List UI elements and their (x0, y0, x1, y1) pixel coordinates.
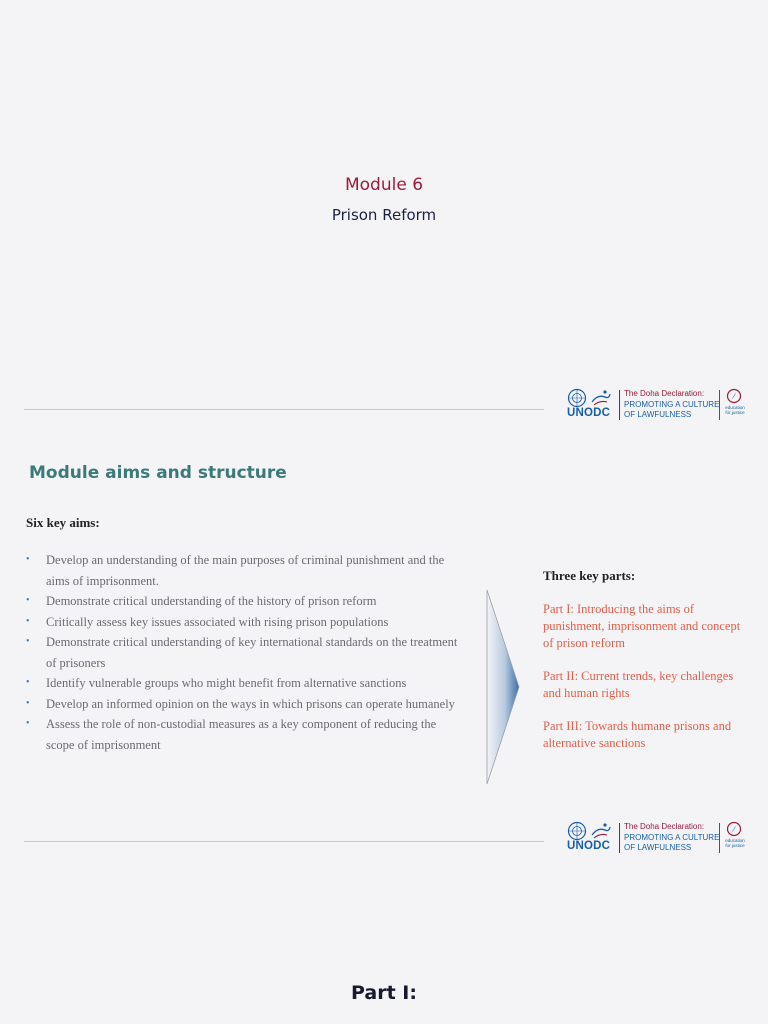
unodc-logo-text: UNODC (567, 407, 611, 419)
un-emblem-icon (567, 821, 587, 841)
module-title: Module 6 (344, 175, 424, 195)
compass-icon (726, 388, 742, 404)
compass-icon (726, 821, 742, 837)
bullet-icon: • (26, 615, 30, 627)
module-subtitle: Prison Reform (331, 206, 437, 224)
promoting-culture-text: PROMOTING A CULTURE OF LAWFULNESS (624, 400, 720, 419)
bullet-icon: • (26, 718, 30, 729)
promoting-culture-text: PROMOTING A CULTURE OF LAWFULNESS (624, 833, 720, 852)
brand-footer (566, 821, 748, 855)
brand-footer (566, 388, 748, 422)
list-item: • Critically assess key issues associated with rising prison populations (25, 612, 465, 633)
education-for-justice-text: education for justice (725, 838, 745, 848)
scales-hand-icon (590, 388, 612, 408)
list-item: • Assess the role of non-custodial measures as a key component of reducing the scope of imprisonment (25, 714, 465, 755)
list-item: • Identify vulnerable groups who might benefit from alternative sanctions (25, 673, 465, 694)
divider (24, 409, 544, 410)
part-item: Part I: Introducing the aims of punishment, imprisonment and concept of prison reform (543, 602, 741, 650)
unodc-logo-text: UNODC (567, 840, 611, 852)
bullet-icon: • (26, 595, 30, 606)
bullet-icon: • (26, 636, 30, 647)
divider (24, 841, 544, 842)
aims-list (25, 550, 465, 755)
chevron-arrow-icon (486, 589, 520, 785)
brand-separator (619, 390, 620, 420)
list-item: • Develop an informed opinion on the ways in which prisons can operate humanely (25, 694, 465, 715)
brand-separator (719, 823, 720, 853)
brand-separator (619, 823, 620, 853)
list-item: • Develop an understanding of the main purposes of criminal punishment and the aims of imprisonment. (25, 550, 465, 591)
parts-label: Three key parts: (543, 568, 636, 583)
part-title: Part I: (351, 982, 417, 1004)
bullet-icon: • (26, 554, 30, 565)
un-emblem-icon (567, 388, 587, 408)
scales-hand-icon (590, 821, 612, 841)
part-item: Part II: Current trends, key challenges and human rights (543, 669, 734, 700)
brand-separator (719, 390, 720, 420)
bullet-icon: • (26, 697, 30, 709)
doha-declaration-text: The Doha Declaration: (624, 389, 705, 398)
list-item: • Demonstrate critical understanding of key international standards on the treatment of prisoners (25, 632, 465, 673)
doha-declaration-text: The Doha Declaration: (624, 822, 705, 831)
title-slide (0, 0, 768, 430)
part-item: Part III: Towards humane prisons and alternative sanctions (543, 719, 732, 750)
slide-heading: Module aims and structure (29, 463, 287, 483)
education-for-justice-text: education for justice (725, 405, 745, 415)
aims-label: Six key aims: (26, 515, 100, 530)
bullet-icon: • (26, 677, 30, 688)
list-item: • Demonstrate critical understanding of the history of prison reform (25, 591, 465, 612)
